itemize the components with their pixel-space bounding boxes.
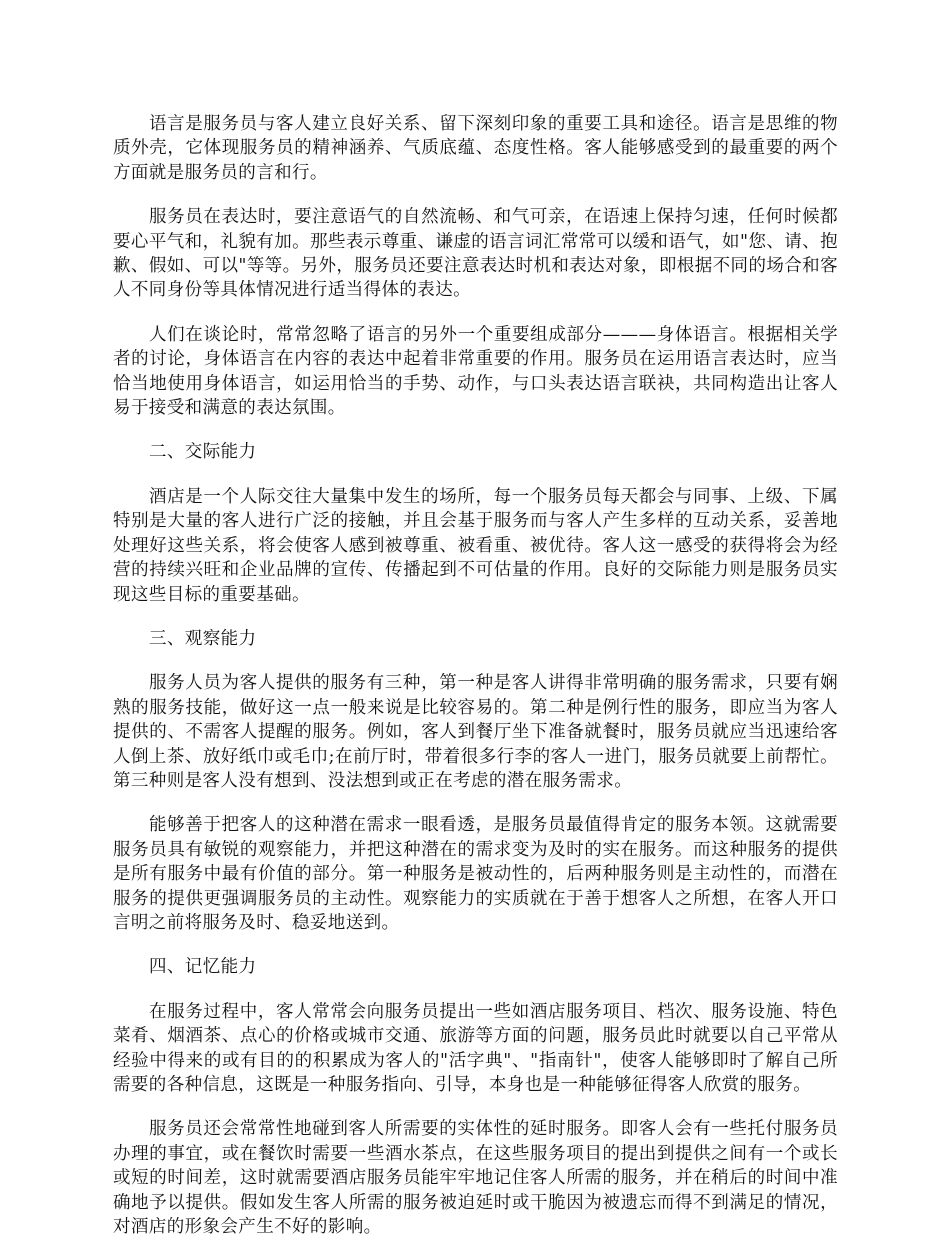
- paragraph-language-importance: 语言是服务员与客人建立良好关系、留下深刻印象的重要工具和途径。语言是思维的物质外壳，它体现服务员的精神涵养、气质底蕴、态度性格。客人能够感受到的最重要的两个方面就是服务员的言和行。: [113, 114, 838, 183]
- paragraph-observation: 能够善于把客人的这种潜在需求一眼看透，是服务员最值得肯定的服务本领。这就需要服务员具有敏锐的观察能力，并把这种潜在的需求变为及时的实在服务。而这种服务的提供是所有服务中最有价值的部分。第一种服务是被动性的，后两种服务则是主动性的，而潜在服务的提供更强调服务员的主动性。观察能力的实质就在于善于想客人之所想，在客人开口言明之前将服务及时、稳妥地送到。: [113, 815, 838, 933]
- heading-memory-ability: 四、记忆能力: [149, 957, 257, 978]
- paragraph-memory-info: 在服务过程中，客人常常会向服务员提出一些如酒店服务项目、档次、服务设施、特色菜肴、烟酒茶、点心的价格或城市交通、旅游等方面的问题，服务员此时就要以自己平常从经验中得来的或有目的的积累成为客人的"活字典"、"指南针"，使客人能够即时了解自己所需要的各种信息，这既是一种服务指向、引导，本身也是一种能够征得客人欣赏的服务。: [113, 1001, 838, 1095]
- paragraph-communication: 酒店是一个人际交往大量集中发生的场所，每一个服务员每天都会与同事、上级、下属特别是大量的客人进行广泛的接触，并且会基于服务而与客人产生多样的互动关系，妥善地处理好这些关系，将会使客人感到被尊重、被看重、被优待。客人这一感受的获得将会为经营的持续兴旺和企业品牌的宣传、传播起到不可估量的作用。良好的交际能力则是服务员实现这些目标的重要基础。: [113, 486, 838, 605]
- document-body: [113, 112, 838, 1259]
- paragraph-delayed-service: 服务员还会常常性地碰到客人所需要的实体性的延时服务。即客人会有一些托付服务员办理的事宜，或在餐饮时需要一些酒水茶点，在这些服务项目的提出到提供之间有一个或长或短的时间差，这时就需要酒店服务员能牢牢地记住客人所需的服务，并在稍后的时间中准确地予以提供。假如发生客人所需的服务被迫延时或干脆因为被遗忘而得不到满足的情况，对酒店的形象会产生不好的影响。: [113, 1119, 838, 1238]
- paragraph-body-language: 人们在谈论时，常常忽略了语言的另外一个重要组成部分———身体语言。根据相关学者的讨论，身体语言在内容的表达中起着非常重要的作用。服务员在运用语言表达时，应当恰当地使用身体语言，如运用恰当的手势、动作，与口头表达语言联袂，共同构造出让客人易于接受和满意的表达氛围。: [113, 324, 838, 419]
- paragraph-service-types: 服务人员为客人提供的服务有三种，第一种是客人讲得非常明确的服务需求，只要有娴熟的服务技能，做好这一点一般来说是比较容易的。第二种是例行性的服务，即应当为客人提供的、不需客人提醒的服务。例如，客人到餐厅坐下准备就餐时，服务员就应当迅速给客人倒上茶、放好纸巾或毛巾;在前厅时，带着很多行李的客人一进门，服务员就要上前帮忙。第三种则是客人没有想到、没法想到或正在考虑的潜在服务需求。: [113, 673, 838, 791]
- paragraph-expression-tone: 服务员在表达时，要注意语气的自然流畅、和气可亲，在语速上保持匀速，任何时候都要心平气和，礼貌有加。那些表示尊重、谦虚的语言词汇常常可以缓和语气，如"您、请、抱歉、假如、可以"等等。另外，服务员还要注意表达时机和表达对象，即根据不同的场合和客人不同身份等具体情况进行适当得体的表达。: [113, 207, 838, 301]
- heading-observation-ability: 三、观察能力: [149, 628, 257, 649]
- heading-communication-ability: 二、交际能力: [149, 442, 257, 463]
